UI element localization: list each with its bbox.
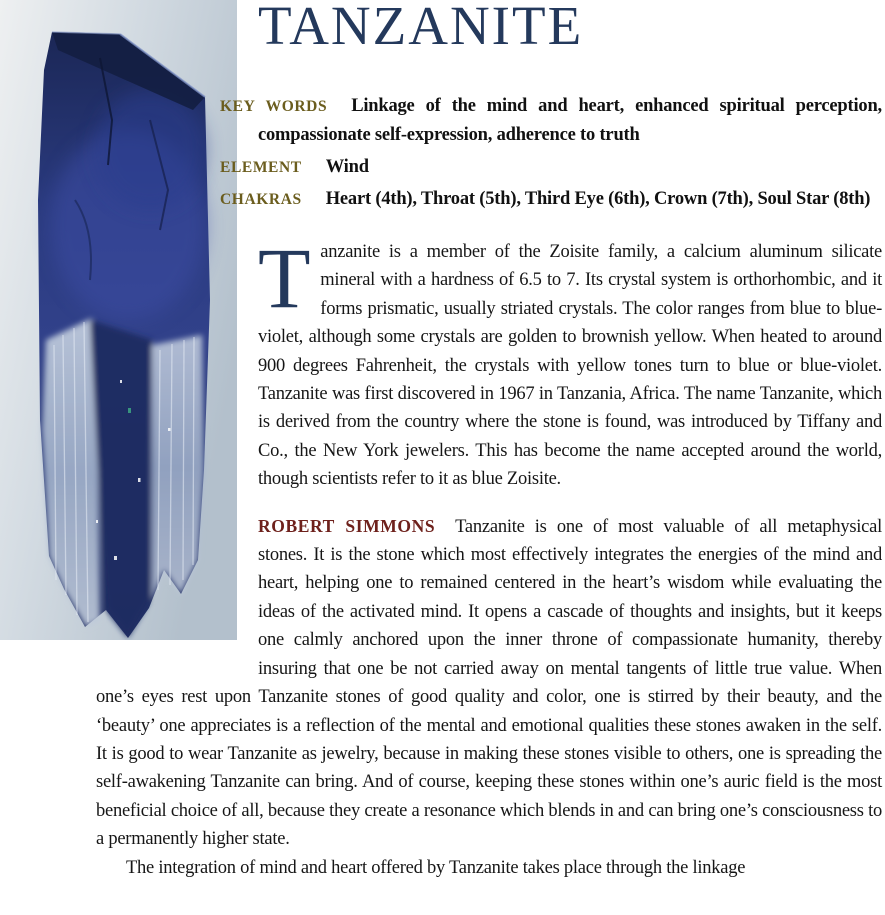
crystal-illustration xyxy=(0,0,237,640)
intro-text: anzanite is a member of the Zoisite family, a calcium aluminum silicate mineral with a hardness of 6.5 to 7. Its crystal system is orthorhombic, and it forms prismatic, usually striated crystals. The color ranges from blue to blue-violet, although some crystals are golden to brownish yellow. When heated to around 900 degrees Fahrenheit, the crystals with yellow tones turn to blue or blue-violet. Tanzanite was first discovered in 1967 in Tanzania, Africa. The name Tanzanite, which is derived from the country where the stone is found, was introduced by Tiffany and Co., the New York jewelers. This has become the name accepted around the world, though scientists refer to it as blue Zoisite. xyxy=(258,242,882,490)
simmons-text: Tanzanite is one of most valuable of all metaphysical stones. It is the stone which most effectively integrates the energies of the mind and heart, helping one to remained centered in the heart’s wisdom while evaluating the ideas of the activated mind. It opens a cascade of thoughts and insights, but it keeps one calmly anchored upon the inner throne of compassionate humanity, thereby insuring that one be not carried away on mental tangents of little true value. When one’s eyes rest upon Tanzanite stones of good quality and color, one is stirred by their beauty, and the ‘beauty’ one appreciates is a reflection of the mental and emotional qualities these stones awaken in the self. It is good to wear Tanzanite as jewelry, because in making these stones visible to others, one is spreading the self-awakening Tanzanite can bring. And of course, keeping these stones within one’s auric field is the most beneficial choice of all, because they create a resonance which blends in and can bring one’s consciousness to a permanently higher state. xyxy=(96,516,882,850)
drop-cap: T xyxy=(258,230,311,326)
tanzanite-crystal-photo xyxy=(0,0,237,640)
closing-paragraph: The integration of mind and heart offered by Tanzanite takes place through the linkage xyxy=(126,857,746,878)
page-title: TANZANITE xyxy=(258,0,584,56)
element-label: ELEMENT xyxy=(220,159,302,176)
chakras-label: CHAKRAS xyxy=(220,191,302,208)
element-value: Wind xyxy=(325,157,369,177)
key-words-value: Linkage of the mind and heart, enhanced spiritual perception, compassionate self-expression, adherence to truth xyxy=(258,96,882,145)
chakras-value: Heart (4th), Throat (5th), Third Eye (6th), Crown (7th), Soul Star (8th) xyxy=(325,189,871,209)
key-words-label: KEY WORDS xyxy=(220,98,328,115)
simmons-label: ROBERT SIMMONS xyxy=(258,515,436,536)
